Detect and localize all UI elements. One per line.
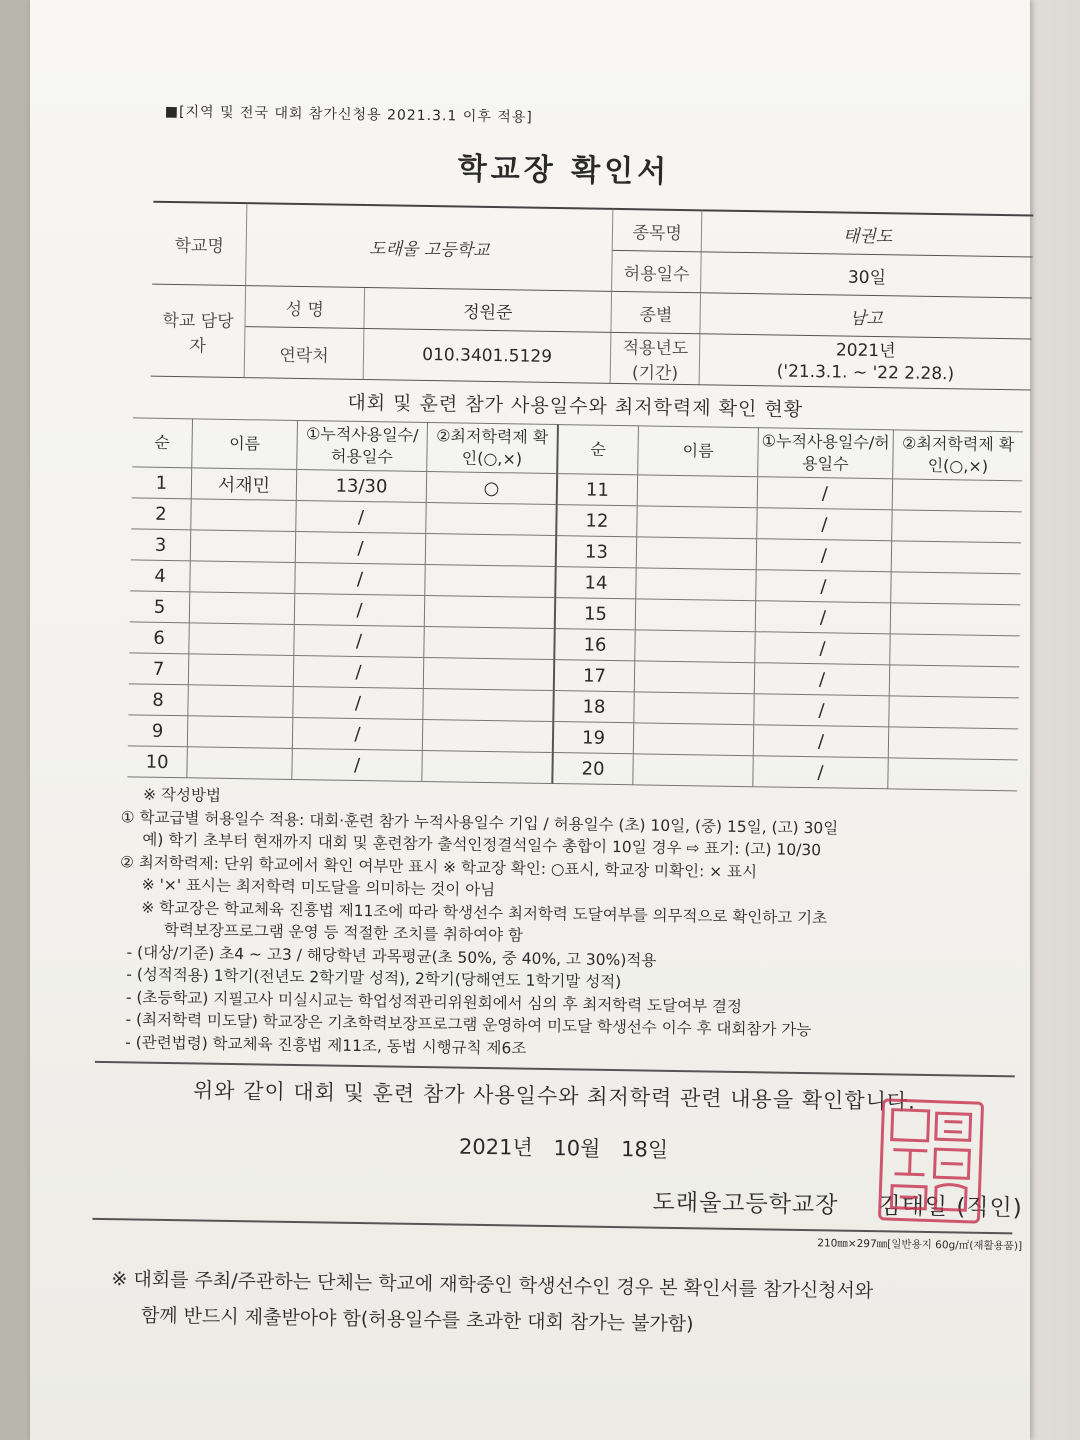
col-header-no: 순	[132, 418, 192, 468]
cell-check	[890, 603, 1020, 636]
col-header-check: ②최저학력제 확인(○,×)	[427, 423, 558, 474]
cell-check	[891, 572, 1021, 605]
cell-check	[888, 758, 1018, 791]
cell-check	[422, 719, 553, 752]
manager-label: 학교 담당자	[151, 284, 246, 377]
cell-name	[191, 499, 296, 532]
note-1a: ① 학교급별 허용일수 적용: 대회·훈련 참가 누적사용일수 기입 / 허용일수 (초) 10일, (중) 15일, (고) 30일	[120, 807, 839, 838]
cell-no: 8	[128, 684, 188, 716]
cell-no: 5	[130, 591, 190, 623]
document-title: 학교장 확인서	[457, 151, 671, 190]
confirmation-statement: 위와 같이 대회 및 훈련 참가 사용일수와 최저학력 관련 내용을 확인합니다.	[94, 1061, 1015, 1117]
cell-name	[190, 561, 295, 594]
col-header-check-2: ②최저학력제 확인(○,×)	[893, 430, 1023, 481]
cell-name	[633, 754, 753, 787]
cell-no: 16	[554, 629, 635, 661]
cell-no: 2	[131, 498, 191, 530]
cell-days: /	[757, 508, 892, 541]
cell-name	[634, 692, 754, 725]
cell-name	[187, 716, 292, 749]
col-header-days-2: ①누적사용일수/허용일수	[758, 428, 894, 479]
note-dash-4: - (최저학력 미도달) 학교장은 기초학력보장프로그램 운영하여 미도달 학생선수 이수 후 대회참가 가능	[125, 1010, 812, 1040]
footer-line-2: 함께 반드시 제출받아야 함(허용일수를 초과한 대회 참가는 불가함)	[140, 1304, 694, 1336]
cell-days: /	[755, 632, 890, 665]
note-1b: 예) 학기 초부터 현재까지 대회 및 훈련참가 출석인정결석일수 총합이 10일 경우 ⇨ 표기: (고) 10/30	[142, 830, 822, 860]
cell-days: /	[296, 500, 426, 533]
allowed-days-value: 30일	[701, 252, 1033, 298]
cell-days: /	[756, 539, 891, 572]
note-dash-1: - (대상/기준) 초4 ~ 고3 / 해당학년 과목평균(초 50%, 중 40%, 고 30%)적용	[126, 942, 657, 970]
note-dash-3: - (초등학교) 지필고사 미실시교는 학업성적관리위원회에서 심의 후 최저학력 도달여부 결정	[125, 987, 743, 1016]
cell-no: 17	[554, 660, 635, 692]
usage-status-body	[127, 467, 1022, 791]
school-value: 도래울 고등학교	[246, 203, 614, 291]
cell-days: /	[292, 748, 422, 781]
cell-days: /	[293, 655, 423, 688]
seal-glyph-icon	[881, 1101, 981, 1220]
school-label: 학교명	[152, 202, 247, 286]
cell-check	[892, 510, 1022, 543]
allowed-days-label: 허용일수	[612, 250, 702, 292]
cell-days: /	[295, 531, 425, 564]
cell-days: /	[754, 663, 889, 696]
cell-days: /	[754, 694, 889, 727]
cell-check	[424, 596, 555, 629]
cell-no: 19	[553, 722, 634, 754]
cell-days: /	[295, 562, 425, 595]
cell-days: /	[756, 570, 891, 603]
note-4a: ※ 학교장은 학교체육 진흥법 제11조에 따라 학생선수 최저학력 도달여부를 의무적으로 확인하고 기초	[141, 898, 828, 927]
year-label: 적용년도 (기간)	[610, 332, 700, 384]
cell-days: /	[293, 686, 423, 719]
cell-check	[892, 479, 1022, 512]
cell-name	[636, 568, 756, 601]
year-cell	[699, 334, 1031, 390]
cell-days: /	[757, 477, 892, 510]
footer-line-1: ※ 대회를 주최/주관하는 단체는 학교에 재학중인 학생선수인 경우 본 확인서를 참가신청서와	[111, 1268, 874, 1303]
cell-name	[188, 654, 293, 687]
cell-no: 18	[553, 691, 634, 723]
cell-name	[187, 747, 292, 780]
cell-name	[189, 623, 294, 656]
notes-heading: ※ 작성방법	[142, 785, 222, 805]
cell-check	[888, 727, 1018, 760]
sport-label: 종목명	[612, 209, 702, 252]
cell-no: 6	[129, 622, 189, 654]
info-table	[151, 201, 1034, 391]
cell-name	[189, 592, 294, 625]
status-title: 대회 및 훈련 참가 사용일수와 최저학력제 확인 현황	[347, 391, 804, 421]
cell-check	[889, 696, 1019, 729]
cell-name	[636, 537, 756, 570]
cell-check	[423, 657, 554, 690]
cell-no: 1	[132, 467, 192, 499]
note-3: ※ '×' 표시는 최저학력 미도달을 의미하는 것이 아님	[141, 875, 496, 900]
cell-no: 15	[555, 598, 636, 630]
cell-no: 10	[127, 746, 187, 778]
cell-name	[188, 685, 293, 718]
issue-date: 2021년 10월 18일	[458, 1134, 669, 1162]
document-sheet	[30, 0, 1030, 1440]
sport-value: 태권도	[701, 210, 1033, 257]
col-header-name: 이름	[192, 419, 298, 470]
cell-no: 11	[557, 474, 638, 506]
footer-note	[111, 1261, 1032, 1347]
cell-no: 13	[556, 536, 637, 568]
note-dash-5: - (관련법령) 학교체육 진흥법 제11조, 동법 시행규칙 제6조	[125, 1032, 527, 1058]
cell-check	[425, 565, 556, 598]
cell-days: /	[755, 601, 890, 634]
cell-name	[635, 630, 755, 663]
cell-days: /	[294, 624, 424, 657]
principal-name: 김태일 (직인)	[878, 1193, 1023, 1222]
cell-check	[422, 750, 553, 783]
cell-name	[634, 661, 754, 694]
cell-check	[891, 541, 1021, 574]
cell-no: 3	[131, 529, 191, 561]
writing-instructions	[117, 783, 1026, 1067]
note-dash-2: - (성적적용) 1학기(전년도 2학기말 성적), 2학기(당해연도 1학기말 성적)	[126, 965, 622, 992]
cell-days: /	[294, 593, 424, 626]
cell-no: 4	[130, 560, 190, 592]
cell-name: 서재민	[191, 468, 296, 501]
cell-check	[424, 627, 555, 660]
principal-org: 도래울고등학교장	[652, 1189, 839, 1219]
contact-label: 연락처	[244, 327, 364, 380]
cell-check	[425, 534, 556, 567]
official-seal-stamp	[878, 1098, 984, 1223]
cell-check: ○	[426, 472, 557, 505]
cell-days: /	[292, 717, 422, 750]
cell-check	[890, 634, 1020, 667]
cell-no: 14	[555, 567, 636, 599]
category-label: 종별	[611, 291, 701, 333]
note-4b: 학력보장프로그램 운영 등 적절한 조치를 취하여야 함	[163, 920, 524, 945]
cell-name	[190, 530, 295, 563]
year-value: 2021년	[835, 340, 896, 362]
cell-check	[423, 688, 554, 721]
cell-days: 13/30	[296, 469, 426, 502]
cell-name	[637, 475, 757, 508]
col-header-no-2: 순	[557, 425, 638, 475]
cell-days: /	[753, 725, 888, 758]
name-label: 성 명	[245, 286, 365, 329]
col-header-name-2: 이름	[638, 426, 759, 477]
cell-no: 7	[129, 653, 189, 685]
cell-name	[633, 723, 753, 756]
cell-name	[635, 599, 755, 632]
header-note: ■[지역 및 전국 대회 참가신청용 2021.3.1 이후 적용]	[164, 103, 533, 126]
usage-status-table	[127, 417, 1023, 791]
cell-check	[889, 665, 1019, 698]
note-2: ② 최저학력제: 단위 학교에서 확인 여부만 표시 ※ 학교장 확인: ○표시, 학교장 미확인: × 표시	[119, 852, 758, 881]
category-value: 남고	[700, 293, 1032, 339]
period-value: ('21.3.1. ~ '22 2.28.)	[776, 361, 955, 385]
cell-no: 12	[556, 505, 637, 537]
cell-no: 9	[128, 715, 188, 747]
cell-name	[637, 506, 757, 539]
paper-spec: 210㎜×297㎜[일반용지 60g/㎡(재활용품)]	[817, 1237, 1023, 1253]
cell-no: 20	[552, 753, 633, 785]
cell-check	[426, 503, 557, 536]
name-value: 정원준	[364, 288, 612, 333]
contact-value: 010.3401.5129	[363, 329, 611, 384]
cell-days: /	[753, 756, 888, 789]
col-header-days: ①누적사용일수/허용일수	[297, 420, 428, 471]
